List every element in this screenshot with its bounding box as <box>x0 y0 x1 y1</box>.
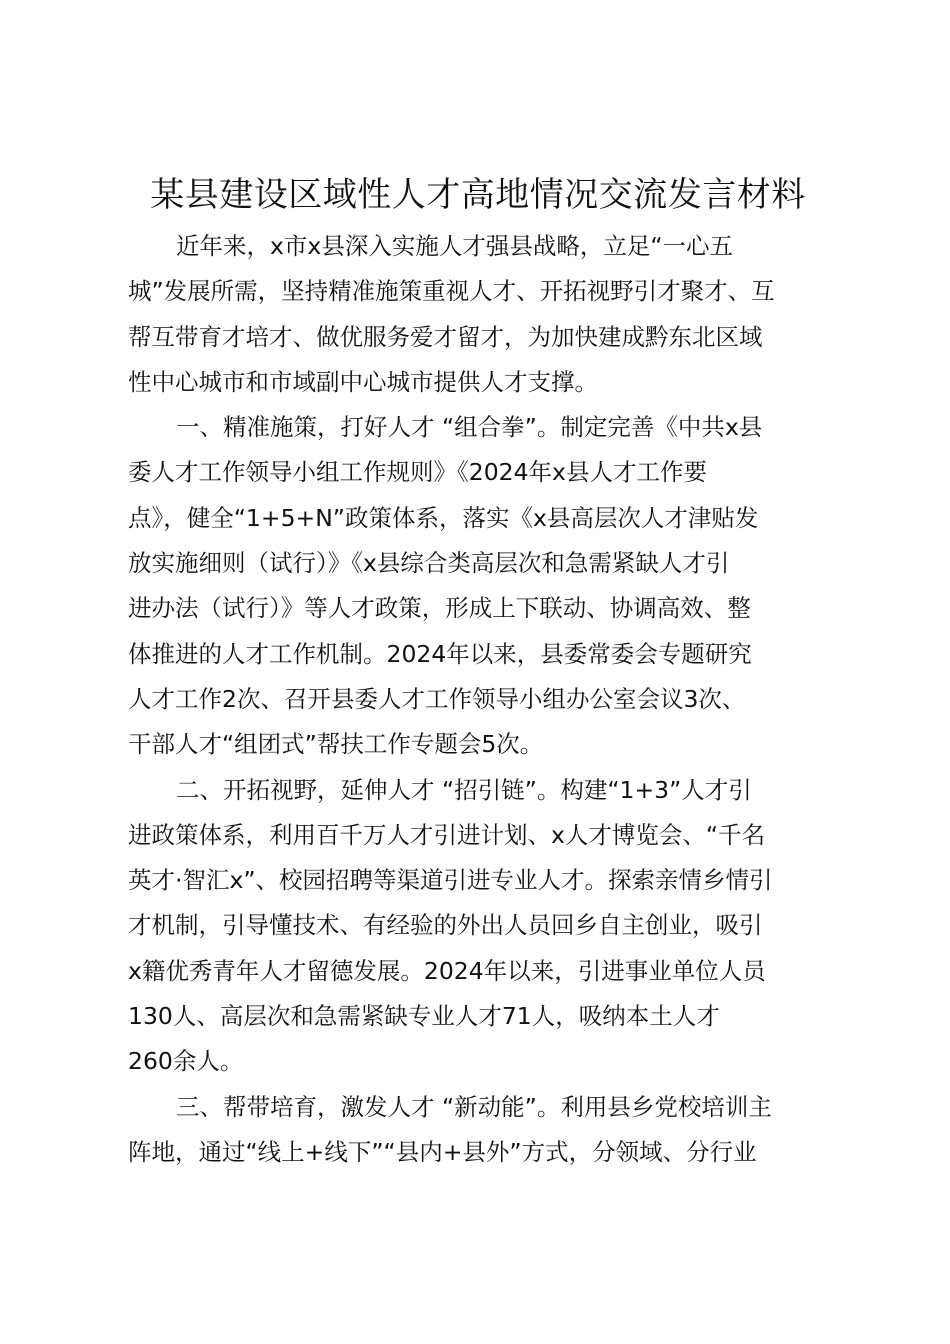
text-line: 放实施细则（试行）》《x县综合类高层次和急需紧缺人才引 <box>128 549 730 578</box>
document-body <box>128 224 832 1175</box>
text-line: 英才·智汇x”、校园招聘等渠道引进专业人才。探索亲情乡情引 <box>128 866 773 895</box>
text-line: 近年来，x市x县深入实施人才强县战略，立足“一心五 <box>176 232 733 260</box>
text-line: 才机制，引导懂技术、有经验的外出人员回乡自主创业，吸引 <box>128 911 763 940</box>
text-line: 二、开拓视野，延伸人才 “招引链”。构建“1+3”人才引 <box>176 775 752 804</box>
text-line: 帮互带育才培才、做优服务爱才留才，为加快建成黔东北区域 <box>128 322 763 351</box>
text-line: 一、精准施策，打好人才 “组合拳”。制定完善《中共x县 <box>176 413 763 442</box>
text-line: x籍优秀青年人才留德发展。2024年以来，引进事业单位人员 <box>128 956 766 985</box>
text-line: 城”发展所需，坚持精准施策重视人才、开拓视野引才聚才、互 <box>128 277 775 306</box>
text-line: 进政策体系，利用百千万人才引进计划、x人才博览会、“千名 <box>128 820 766 849</box>
text-line: 三、帮带培育，激发人才 “新动能”。利用县乡党校培训主 <box>176 1092 772 1121</box>
document-title: 某县建设区域性人才高地情况交流发言材料 <box>150 175 806 215</box>
text-line: 点》，健全“1+5+N”政策体系，落实《x县高层次人才津贴发 <box>128 503 759 532</box>
text-line: 进办法（试行）》等人才政策，形成上下联动、协调高效、整 <box>128 594 751 623</box>
paragraph-intro <box>128 224 832 405</box>
text-line: 委人才工作领导小组工作规则》《2024年x县人才工作要 <box>128 458 707 487</box>
text-line: 人才工作2次、召开县委人才工作领导小组办公室会议3次、 <box>128 684 746 713</box>
text-line: 130人、高层次和急需紧缺专业人才71人，吸纳本土人才 <box>128 1002 720 1031</box>
text-line: 260余人。 <box>128 1047 244 1076</box>
text-line: 阵地，通过“线上+线下”“县内+县外”方式，分领域、分行业 <box>128 1137 757 1166</box>
paragraph-section-1 <box>128 405 832 767</box>
text-line: 体推进的人才工作机制。2024年以来，县委常委会专题研究 <box>128 639 752 668</box>
paragraph-section-3 <box>128 1085 832 1176</box>
paragraph-section-2 <box>128 768 832 1085</box>
text-line: 性中心城市和市域副中心城市提供人才支撑。 <box>128 367 598 396</box>
text-line: 干部人才“组团式”帮扶工作专题会5次。 <box>128 730 544 759</box>
